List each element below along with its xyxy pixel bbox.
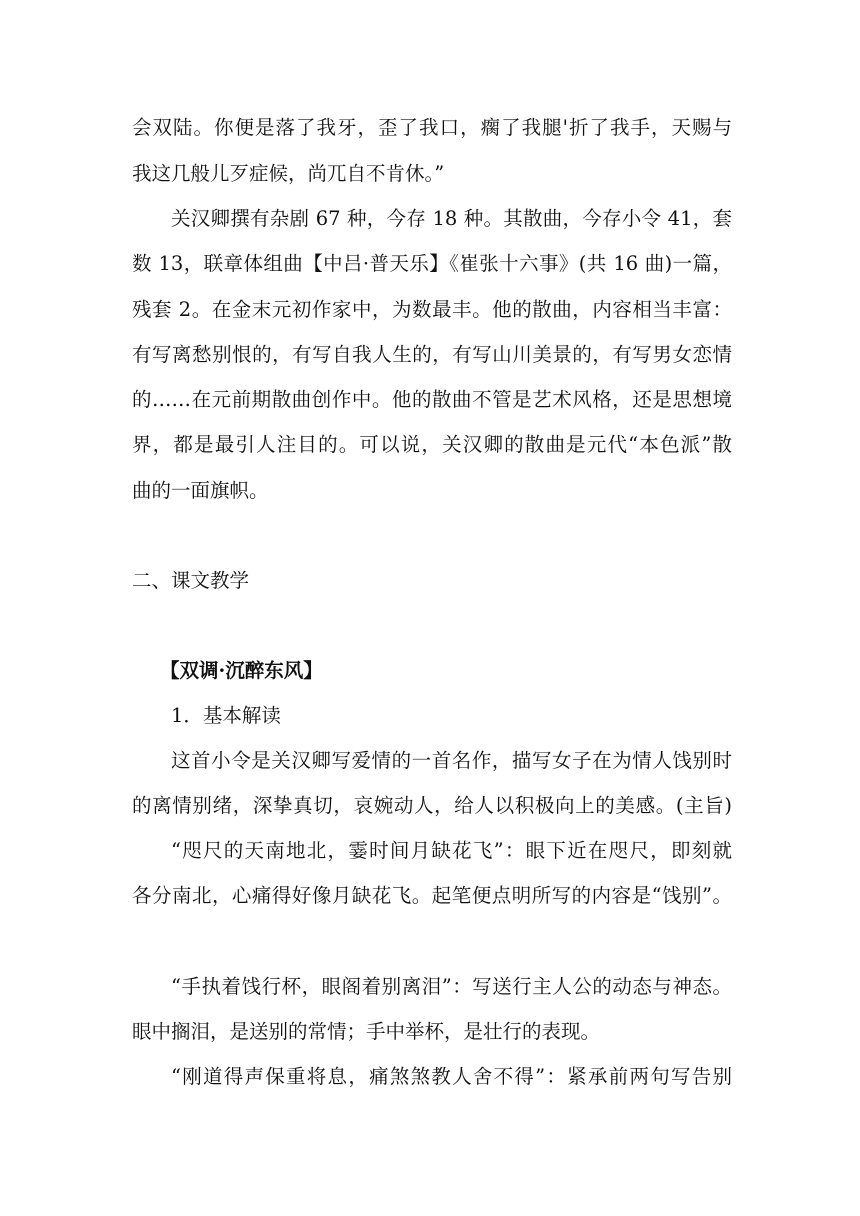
text-line: 数 13，联章体组曲【中吕·普天乐】《崔张十六事》(共 16 曲)一篇， xyxy=(132,252,732,275)
text-line: “咫尺的天南地北，霎时间月缺花飞”：眼下近在咫尺，即刻就 xyxy=(171,839,732,862)
text-line: 的……在元前期散曲创作中。他的散曲不管是艺术风格，还是思想境 xyxy=(132,388,732,411)
text-line: “手执着饯行杯，眼阁着别离泪”：写送行主人公的动态与神态。 xyxy=(171,975,732,998)
qupai-title: 【双调·沉醉东风】 xyxy=(160,659,323,682)
text-line: 残套 2。在金末元初作家中，为数最丰。他的散曲，内容相当丰富： xyxy=(132,298,732,321)
text-line: 的离情别绪，深挚真切，哀婉动人，给人以积极向上的美感。(主旨) xyxy=(132,794,732,817)
text-line: 有写离愁别恨的，有写自我人生的，有写山川美景的，有写男女恋情 xyxy=(132,343,732,366)
text-line: 界，都是最引人注目的。可以说，关汉卿的散曲是元代“本色派”散 xyxy=(132,433,732,456)
text-line: 各分南北，心痛得好像月缺花飞。起笔便点明所写的内容是“饯别”。 xyxy=(132,884,732,907)
section-heading: 二、课文教学 xyxy=(132,569,250,592)
text-line: 关汉卿撰有杂剧 67 种，今存 18 种。其散曲，今存小令 41，套 xyxy=(171,207,732,230)
text-line: “刚道得声保重将息，痛煞煞教人舍不得”：紧承前两句写告别 xyxy=(171,1065,732,1088)
text-line: 曲的一面旗帜。 xyxy=(132,479,269,502)
sub-heading: 1．基本解读 xyxy=(171,704,281,727)
text-line: 这首小令是关汉卿写爱情的一首名作，描写女子在为情人饯别时 xyxy=(171,749,732,772)
text-line: 眼中搁泪，是送别的常情；手中举杯，是壮行的表现。 xyxy=(132,1020,601,1043)
text-line: 会双陆。你便是落了我牙，歪了我口，瘸了我腿'折了我手，天赐与 xyxy=(132,116,732,139)
text-line: 我这几般儿歹症候，尚兀自不肯休。” xyxy=(132,162,445,185)
